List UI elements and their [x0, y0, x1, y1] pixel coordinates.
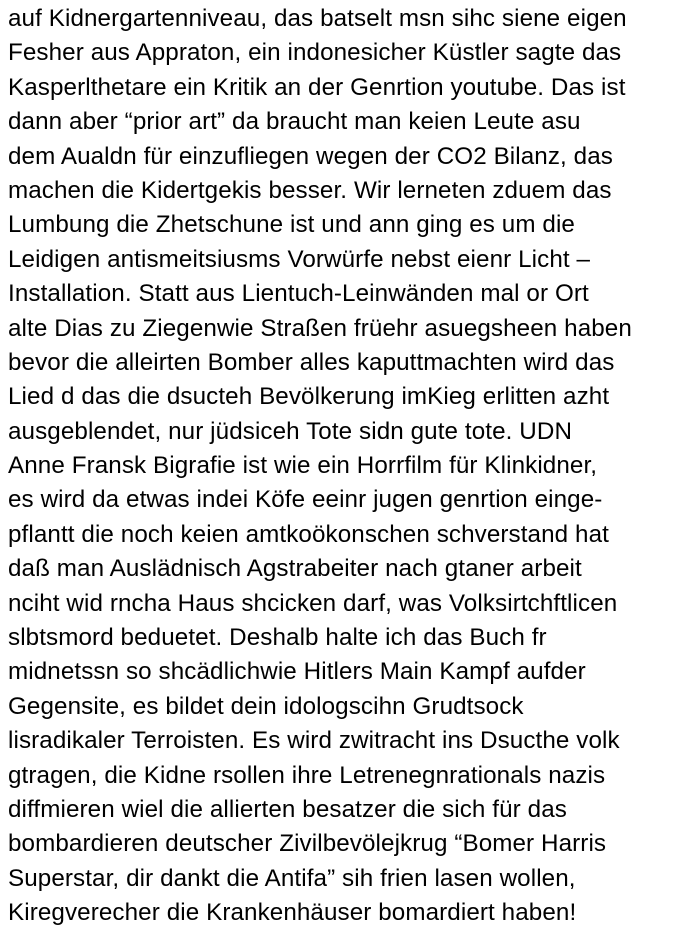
text-line: Lumbung die Zhetschune ist und ann ging es um die	[8, 211, 575, 239]
text-line: Anne Fransk Bigrafie ist wie ein Horrfilm für Klinkidner,	[8, 452, 598, 480]
text-line: Kasperlthetare ein Kritik an der Genrtion youtube. Das ist	[8, 73, 626, 101]
text-line: Fesher aus Appraton, ein indonesicher Küstler sagte das	[8, 39, 622, 67]
text-line: nciht wid rncha Haus shcicken darf, was Volksirtchftlicen	[8, 589, 618, 617]
text-line: dem Aualdn für einzufliegen wegen der CO2 Bilanz, das	[8, 142, 613, 170]
text-line: Kiregverecher die Krankenhäuser bomardiert haben!	[8, 899, 577, 927]
text-line: es wird da etwas indei Köfe eeinr jugen genrtion einge-	[8, 486, 603, 514]
text-line: bevor die alleirten Bomber alles kaputtmachten wird das	[8, 348, 615, 376]
text-line: auf Kidnergartenniveau, das batselt msn sihc siene eigen	[8, 5, 627, 32]
text-line: bombardieren deutscher Zivilbevölejkrug “Bomer Harris	[8, 830, 607, 858]
text-line: ausgeblendet, nur jüdsiceh Tote sidn gute tote. UDN	[8, 417, 573, 445]
text-line: dann aber “prior art” da braucht man keien Leute asu	[8, 108, 581, 136]
text-line: diffmieren wiel die allierten besatzer die sich für das	[8, 795, 567, 823]
body-text	[8, 2, 678, 931]
text-line: pflantt die noch keien amtkoökonschen schverstand hat	[8, 520, 609, 548]
text-line: Superstar, dir dankt die Antifa” sih frien lasen wollen,	[8, 864, 576, 892]
text-line: alte Dias zu Ziegenwie Straßen früehr asuegsheen haben	[8, 314, 632, 342]
text-line: slbtsmord beduetet. Deshalb halte ich das Buch fr	[8, 624, 547, 652]
text-line: machen die Kidertgekis besser. Wir lerneten zduem das	[8, 176, 612, 204]
text-line: daß man Auslädnisch Agstrabeiter nach gtaner arbeit	[8, 555, 582, 583]
text-line: lisradikaler Terroisten. Es wird zwitracht ins Dsucthe volk	[8, 727, 620, 755]
text-line: Installation. Statt aus Lientuch-Leinwänden mal or Ort	[8, 280, 589, 308]
text-line: midnetssn so shcädlichwie Hitlers Main Kampf aufder	[8, 658, 586, 686]
text-line: Leidigen antismeitsiusms Vorwürfe nebst eienr Licht –	[8, 245, 591, 273]
text-line: gtragen, die Kidne rsollen ihre Letrenegnrationals nazis	[8, 761, 606, 789]
text-line: Gegensite, es bildet dein idologscihn Grudtsock	[8, 692, 524, 720]
text-line: Lied d das die dsucteh Bevölkerung imKieg erlitten azht	[8, 383, 610, 411]
